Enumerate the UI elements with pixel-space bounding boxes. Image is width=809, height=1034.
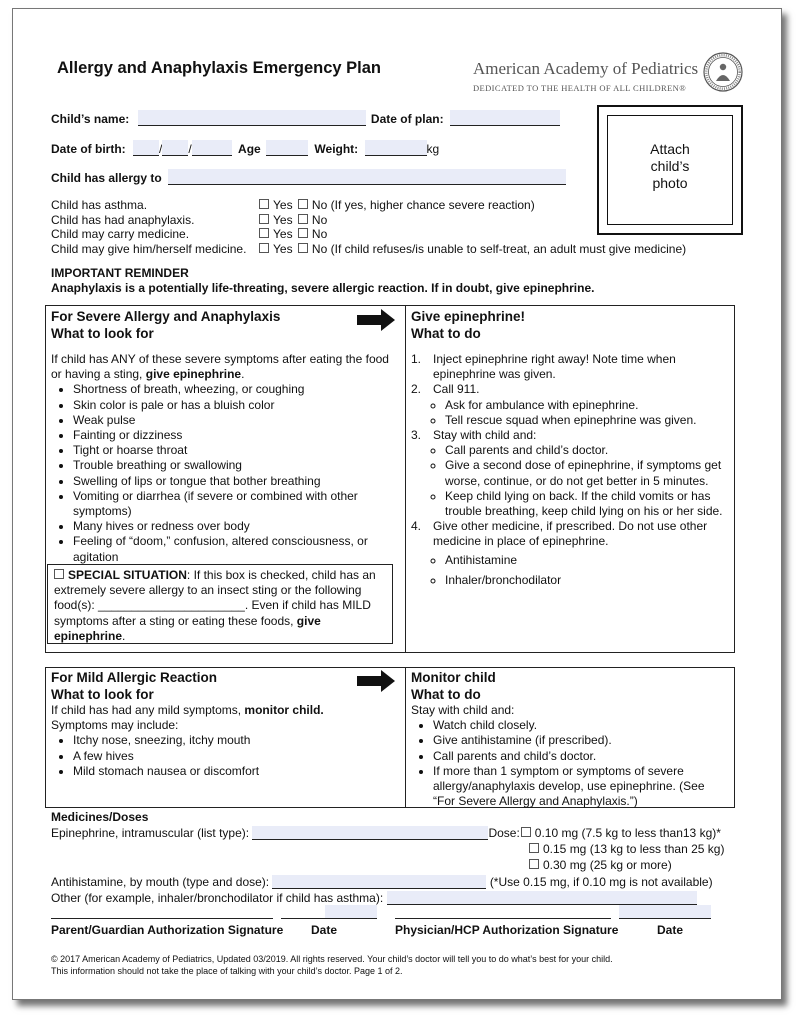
severe-heading	[51, 308, 280, 342]
special-situation-end: .	[122, 628, 126, 643]
dob-row	[51, 140, 439, 156]
give-subtitle: What to do	[411, 326, 481, 341]
step-sublist	[433, 443, 723, 519]
date-field-shade	[325, 905, 377, 918]
date-field-shade	[619, 905, 711, 918]
yes-no-options	[259, 242, 686, 257]
special-situation-box	[47, 564, 393, 644]
parent-date-label: Date	[311, 923, 338, 937]
list-item: • Give antihistamine (if prescribed).	[433, 733, 729, 748]
mild-title: For Mild Allergic Reaction	[51, 670, 218, 685]
physician-date-label: Date	[657, 923, 684, 937]
list-item: • Weak pulse	[73, 413, 391, 428]
child-name-row	[51, 110, 560, 126]
dob-month-field[interactable]	[133, 140, 159, 156]
list-item: ◦ Keep child lying on back. If the child vomits or has trouble breathing, keep child lying on his or her side.	[445, 489, 723, 519]
epinephrine-row	[51, 826, 721, 840]
photo-placeholder[interactable]	[607, 115, 733, 225]
mild-subtitle: What to look for	[51, 687, 154, 702]
dose-checkbox[interactable]	[529, 843, 539, 853]
no-label: No	[311, 227, 328, 241]
severe-intro: If child has ANY of these severe symptoms after eating the food or having a sting, give epinephrine.	[51, 352, 389, 382]
yes-checkbox[interactable]	[259, 199, 269, 209]
other-medicine-field[interactable]	[387, 891, 697, 905]
yes-no-options	[259, 213, 327, 228]
give-steps	[411, 352, 723, 588]
list-item: • Shortness of breath, wheezing, or coughing	[73, 382, 391, 397]
mild-symptom-list	[51, 733, 391, 779]
question-text: Child may carry medicine.	[51, 227, 190, 241]
step-number: 2.	[411, 382, 422, 397]
footer-copyright: © 2017 American Academy of Pediatrics, Updated 03/2019. All rights reserved. Your child’s doctor will tell you to do what’s best for your child.	[51, 954, 613, 964]
question-text: Child has had anaphylaxis.	[51, 212, 195, 227]
dob-year-field[interactable]	[192, 140, 232, 156]
dose-checkbox[interactable]	[521, 827, 531, 837]
dose-option-row	[529, 842, 724, 856]
step-item	[411, 519, 723, 588]
list-item: • Call parents and child’s doctor.	[433, 749, 729, 764]
monitor-list	[411, 718, 729, 809]
date-of-plan-label: Date of plan:	[370, 112, 444, 126]
step-number: 3.	[411, 428, 422, 443]
list-item: ◦ Antihistamine	[445, 553, 723, 568]
no-checkbox[interactable]	[298, 228, 308, 238]
special-situation-label: SPECIAL SITUATION	[68, 568, 187, 582]
allergy-row	[51, 169, 566, 185]
list-item: ◦ Ask for ambulance with epinephrine.	[445, 398, 723, 413]
list-item: • If more than 1 symptom or symptoms of severe allergy/anaphylaxis develop, use epinephrine. (See “For Severe Allergy and Anaphylaxis.”)	[433, 764, 729, 810]
special-situation-emphasis: give epinephrine	[54, 613, 321, 643]
dob-separator: /	[159, 142, 163, 156]
give-heading	[411, 308, 525, 342]
question-row	[51, 227, 328, 242]
list-item: • Fainting or dizziness	[73, 428, 391, 443]
dose-option: 0.30 mg (25 kg or more)	[543, 858, 672, 872]
mild-divider	[405, 667, 406, 807]
yes-checkbox[interactable]	[259, 214, 269, 224]
other-medicine-row	[51, 891, 697, 905]
antihistamine-note: (*Use 0.15 mg, if 0.10 mg is not available)	[489, 875, 713, 889]
list-item: • Skin color is pale or has a bluish color	[73, 398, 391, 413]
antihistamine-label: Antihistamine, by mouth (type and dose):	[51, 875, 270, 889]
antihistamine-row	[51, 875, 713, 889]
no-checkbox[interactable]	[298, 199, 308, 209]
step-text: Inject epinephrine right away! Note time when epinephrine was given.	[433, 352, 676, 382]
question-row	[51, 241, 687, 257]
child-name-field[interactable]	[138, 110, 366, 126]
list-item: • Many hives or redness over body	[73, 519, 391, 534]
dose-option-row	[529, 858, 672, 872]
monitor-title: Monitor child	[411, 670, 496, 685]
list-item: • Mild stomach nausea or discomfort	[73, 764, 391, 779]
right-arrow-icon	[357, 670, 395, 692]
no-checkbox[interactable]	[298, 214, 308, 224]
dose-option: 0.15 mg (13 kg to less than 25 kg)	[543, 842, 725, 856]
photo-text-line: Attach	[650, 141, 690, 157]
monitor-heading	[411, 669, 496, 703]
question-row	[51, 198, 535, 213]
reminder-text: Anaphylaxis is a potentially life-threating, severe allergic reaction. If in doubt, give epinephrine.	[51, 281, 595, 295]
severe-title: For Severe Allergy and Anaphylaxis	[51, 309, 281, 324]
aap-seal-logo	[703, 52, 743, 92]
severe-symptoms	[51, 352, 391, 565]
dose-checkbox[interactable]	[529, 859, 539, 869]
list-item: • Swelling of lips or tongue that bother breathing	[73, 474, 391, 489]
mild-intro: If child has had any mild symptoms, monitor child.	[51, 703, 324, 717]
yes-checkbox[interactable]	[259, 228, 269, 238]
yes-no-options	[259, 227, 327, 242]
date-of-plan-field[interactable]	[450, 110, 560, 126]
age-field[interactable]	[266, 140, 308, 156]
physician-signature-line[interactable]	[395, 918, 611, 919]
yes-label: Yes	[273, 212, 293, 227]
weight-unit: kg	[426, 142, 440, 156]
list-item: • Watch child closely.	[433, 718, 729, 733]
monitor-steps	[411, 703, 729, 809]
list-item: • Vomiting or diarrhea (if severe or combined with other symptoms)	[73, 489, 391, 519]
parent-signature-label: Parent/Guardian Authorization Signature	[51, 923, 284, 937]
form-title: Allergy and Anaphylaxis Emergency Plan	[57, 59, 382, 77]
severe-subtitle: What to look for	[51, 326, 154, 341]
age-label: Age	[238, 142, 261, 156]
org-name: American Academy of Pediatrics	[473, 59, 699, 78]
question-text: Child may give him/herself medicine.	[51, 241, 247, 256]
list-item: • A few hives	[73, 749, 391, 764]
no-label: No	[311, 212, 328, 227]
antihistamine-field[interactable]	[272, 875, 486, 889]
special-situation-checkbox[interactable]	[54, 569, 64, 579]
step-text: Give other medicine, if prescribed. Do not use other medicine in place of epinephrine.	[433, 519, 708, 549]
step-sublist	[433, 398, 723, 428]
reminder-heading: IMPORTANT REMINDER	[51, 266, 189, 280]
no-label: No	[311, 241, 328, 256]
yes-label: Yes	[273, 241, 293, 256]
dob-separator: /	[188, 142, 192, 156]
child-name-label: Child’s name:	[51, 112, 130, 126]
questions-block	[51, 198, 687, 256]
step-sublist	[433, 553, 723, 588]
yes-checkbox[interactable]	[259, 243, 269, 253]
mild-intro2: Symptoms may include:	[51, 718, 179, 733]
severe-divider	[405, 305, 406, 652]
epinephrine-type-field[interactable]	[252, 826, 488, 840]
allergy-label: Child has allergy to	[51, 171, 162, 185]
mild-heading	[51, 669, 217, 703]
step-item	[411, 352, 723, 382]
monitor-intro: Stay with child and:	[411, 703, 515, 717]
monitor-subtitle: What to do	[411, 687, 481, 702]
photo-text-line: photo	[652, 175, 688, 191]
org-tagline: DEDICATED TO THE HEALTH OF ALL CHILDREN®	[473, 83, 687, 93]
list-item: ◦ Inhaler/bronchodilator	[445, 573, 723, 588]
no-label: No	[311, 198, 328, 212]
parent-signature-line[interactable]	[51, 918, 273, 919]
question-text: Child has asthma.	[51, 198, 148, 212]
give-title: Give epinephrine!	[411, 309, 526, 324]
weight-field[interactable]	[365, 140, 427, 156]
list-item: • Feeling of “doom,” confusion, altered consciousness, or agitation	[73, 534, 391, 564]
weight-label: Weight:	[314, 142, 359, 156]
yes-label: Yes	[273, 227, 293, 241]
form-page	[12, 8, 782, 1000]
other-medicine-label: Other (for example, inhaler/bronchodilator if child has asthma):	[51, 891, 384, 905]
dob-label: Date of birth:	[51, 142, 126, 156]
list-item: • Itchy nose, sneezing, itchy mouth	[73, 733, 391, 748]
epinephrine-label: Epinephrine, intramuscular (list type):	[51, 826, 250, 840]
question-row	[51, 212, 328, 228]
list-item: • Tight or hoarse throat	[73, 443, 391, 458]
list-item: ◦ Call parents and child’s doctor.	[445, 443, 723, 458]
yes-no-options	[259, 198, 535, 213]
photo-text-line: child’s	[650, 158, 690, 174]
list-item: • Trouble breathing or swallowing	[73, 458, 391, 473]
mild-symptoms	[51, 703, 391, 779]
step-item	[411, 428, 723, 519]
physician-date-line[interactable]	[619, 918, 711, 919]
right-arrow-icon	[357, 309, 395, 331]
no-checkbox[interactable]	[298, 243, 308, 253]
step-number: 1.	[411, 352, 422, 366]
dob-day-field[interactable]	[162, 140, 188, 156]
footer-disclaimer: This information should not take the place of talking with your child’s doctor. Page 1 of 2.	[51, 966, 403, 976]
photo-instructions	[608, 141, 732, 192]
step-number: 4.	[411, 519, 422, 534]
parent-date-line[interactable]	[281, 918, 377, 919]
allergy-field[interactable]	[168, 169, 566, 185]
step-item	[411, 382, 723, 428]
question-note: (If yes, higher chance severe reaction)	[330, 198, 535, 212]
severe-symptom-list	[51, 382, 391, 564]
steps-list	[411, 352, 723, 588]
dose-option: 0.10 mg (7.5 kg to less than13 kg)*	[534, 826, 721, 840]
yes-label: Yes	[273, 198, 293, 212]
step-text: Call 911.	[433, 382, 480, 397]
medicines-heading: Medicines/Doses	[51, 810, 149, 824]
important-reminder	[51, 266, 751, 296]
physician-signature-label: Physician/HCP Authorization Signature	[395, 923, 619, 937]
special-situation-text: : If this box is checked, child has an extremely severe allergy to an insect sting or the following food(s): ______________________. Even if child has MILD symptoms after a sting or eating these foods,	[54, 568, 376, 628]
step-text: Stay with child and:	[433, 428, 537, 443]
dose-label: Dose:	[488, 826, 520, 840]
photo-box	[597, 105, 743, 235]
list-item: ◦ Give a second dose of epinephrine, if symptoms get worse, continue, or do not get better in 5 minutes.	[445, 458, 723, 488]
question-note: (If child refuses/is unable to self-treat, an adult must give medicine)	[330, 241, 687, 256]
list-item: ◦ Tell rescue squad when epinephrine was given.	[445, 413, 723, 428]
footer	[51, 953, 771, 977]
